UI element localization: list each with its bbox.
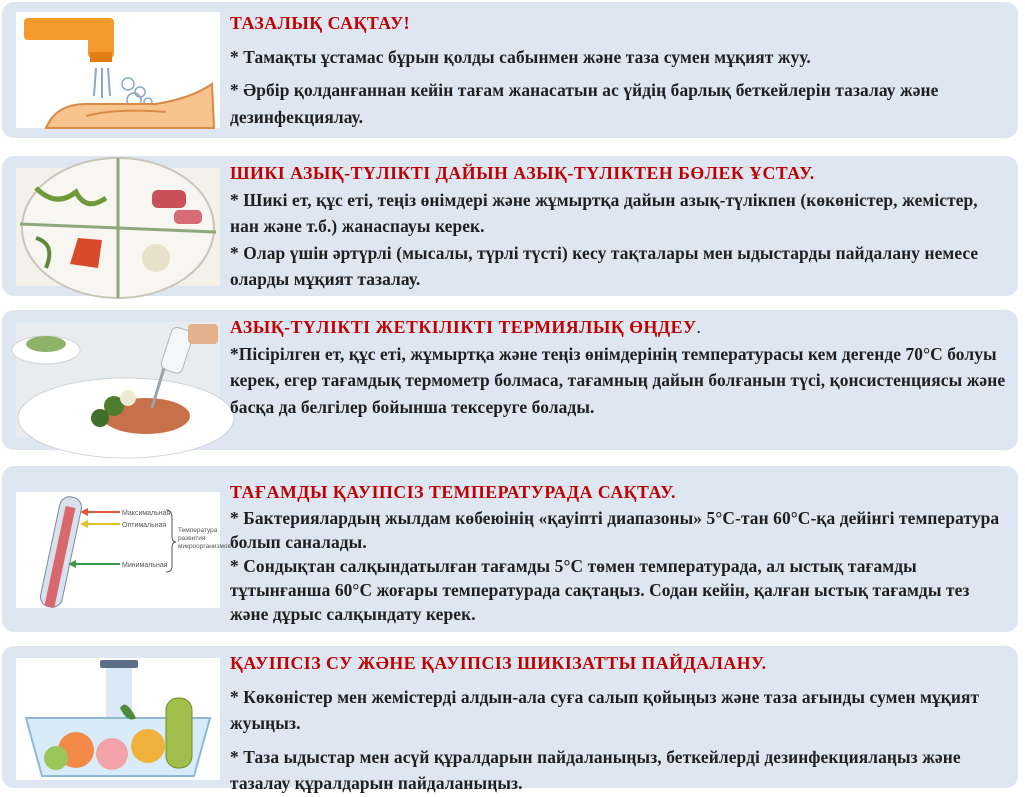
section-safe-temperature: [2, 466, 1018, 632]
thermo-opt-label: Оптимальная: [122, 522, 167, 529]
section-safe-water: [2, 646, 1018, 793]
thermo-range-label-2: развития: [178, 535, 206, 542]
section-title: ТАҒАМДЫ ҚАУІПСІЗ ТЕМПЕРАТУРАДА САҚТАУ.: [230, 482, 676, 502]
section-title: ШИКІ АЗЫҚ-ТҮЛІКТІ ДАЙЫН АЗЫҚ-ТҮЛІКТЕН БӨЛЕК ҰСТАУ.: [230, 163, 815, 183]
section-paragraph: * Көкөністер мен жемістерді алдын-ала суға салып қойыңыз және таза ағынды сумен мұқият жуыңыз.: [230, 686, 980, 733]
thermo-min-label: Минимальная: [122, 562, 168, 569]
section-paragraph: * Бактериялардың жылдам көбеюінің «қауіпті диапазоны» 5°С-тан 60°С-қа дейінгі температура болып саналады.: [230, 508, 1000, 552]
section-paragraph: * Тамақты ұстамас бұрын қолды сабынмен және таза сумен мұқият жуу.: [230, 46, 811, 67]
section-separate-raw-food: [2, 156, 1018, 296]
thermo-range-label-1: Температура: [178, 527, 218, 534]
section-hygiene: [2, 2, 1018, 138]
section-title: АЗЫҚ-ТҮЛІКТІ ЖЕТКІЛІКТІ ТЕРМИЯЛЫҚ ӨҢДЕУ.: [230, 317, 702, 337]
thermo-range-label-3: микроорганизмов: [178, 543, 231, 550]
section-paragraph: * Әрбір қолданғаннан кейін тағам жанасатын ас үйдің барлық беткейлерін тазалау және дезинфекциялау.: [230, 80, 939, 127]
section-title: ТАЗАЛЫҚ САҚТАУ!: [230, 13, 411, 33]
thermo-max-label: Максимальная: [122, 510, 171, 517]
section-paragraph: * Шикі ет, құс еті, теңіз өнімдері және жұмыртқа дайын азық-түлікпен (көкөністер, жемістер, нан және т.б.) жанаспауы керек.: [230, 189, 978, 236]
handwashing-icon: [16, 12, 220, 128]
section-paragraph: * Таза ыдыстар мен асүй құралдарын пайдаланыңыз, беткейлерді дезинфекциялаңыз және тазалау құралдарын пайдаланыңыз.: [230, 746, 961, 793]
section-paragraph: * Олар үшін әртүрлі (мысалы, түрлі түсті) кесу тақталары мен ыдыстарды пайдалану немесе оларды мұқият тазалау.: [230, 242, 979, 289]
section-cooking: [2, 310, 1018, 450]
washing-vegetables-icon: [16, 658, 220, 780]
section-paragraph: *Пісірілген ет, құс еті, жұмыртқа және теңіз өнімдерінің температурасы кем дегенде 70°С болуы керек, егер тағамдық термометр болмаса, тағамның дайын болғанын түсі, қонсистенциясы және басқа да белгілер бойынша тексеруге болады.: [230, 343, 1006, 417]
section-paragraph: * Сондықтан салқындатылған тағамды 5°С төмен температурада, ал ыстық тағамды тұтынғанша 60°С жоғары температурада сақтаңыз. Содан кейін, қалған ыстық тағамды тез және дұрыс салқындату керек.: [230, 556, 970, 624]
section-title: ҚАУІПСІЗ СУ ЖӘНЕ ҚАУІПСІЗ ШИКІЗАТТЫ ПАЙДАЛАНУ.: [230, 653, 767, 673]
food-thermometer-icon: [16, 322, 220, 438]
temperature-scale-icon: [16, 492, 231, 608]
food-separation-plate-icon: [16, 168, 220, 286]
